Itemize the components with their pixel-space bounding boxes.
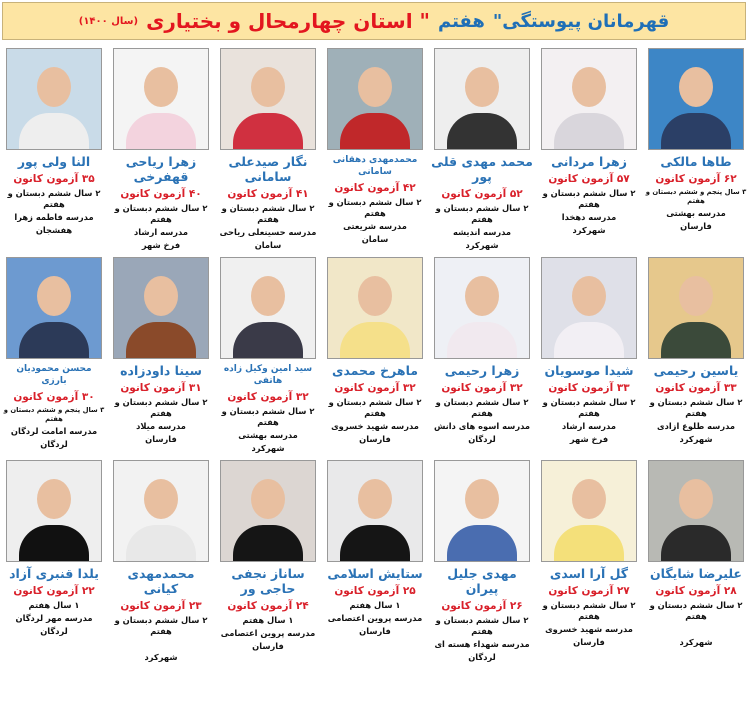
- photo-figure-face: [679, 276, 713, 316]
- student-photo: [648, 257, 744, 359]
- photo-figure-body: [19, 113, 89, 150]
- student-city: هفشجان: [35, 225, 73, 235]
- photo-figure-face: [251, 67, 285, 107]
- student-school: مدرسه ارشاد: [562, 421, 616, 431]
- student-name: زهرا رحیمی: [444, 363, 520, 378]
- student-name: محمدمهدی دهقانی سامانی: [332, 155, 418, 177]
- student-school: مدرسه ارشاد: [134, 227, 188, 237]
- student-school: مدرسه میلاد: [136, 421, 186, 431]
- student-school: مدرسه پروین اعتصامی: [327, 613, 423, 623]
- student-school: مدرسه بهشتی: [238, 430, 298, 440]
- student-city: فارسان: [359, 626, 391, 636]
- photo-figure-body: [447, 113, 517, 150]
- title-year: (سال ۱۴۰۰): [78, 15, 139, 27]
- student-city: فارسان: [145, 434, 177, 444]
- student-card: [429, 255, 536, 454]
- student-photo: [541, 48, 637, 150]
- photo-figure-face: [37, 479, 71, 519]
- photo-figure-body: [126, 322, 196, 359]
- student-years: ۳ سال پنجم و ششم دبستان و هفتم: [3, 406, 105, 423]
- student-card: [536, 46, 643, 251]
- student-photo: [648, 460, 744, 562]
- student-score: ۳۳ آزمون کانون: [548, 382, 630, 394]
- student-name: ماهرخ محمدی: [331, 363, 419, 378]
- student-city: شهرکرد: [679, 637, 713, 647]
- student-score: ۳۵ آزمون کانون: [13, 173, 95, 185]
- student-score: ۴۰ آزمون کانون: [120, 188, 202, 200]
- photo-figure-body: [340, 113, 410, 150]
- photo-figure-face: [358, 479, 392, 519]
- photo-figure-face: [251, 479, 285, 519]
- student-name: محمد مهدی قلی پور: [431, 154, 533, 184]
- student-years: ۲ سال ششم دبستان و هفتم: [542, 188, 636, 209]
- student-name: یلدا قنبری آزاد: [9, 566, 99, 581]
- student-photo: [541, 257, 637, 359]
- photo-figure-face: [465, 276, 499, 316]
- title-province: " استان چهارمحال و بختیاری: [146, 9, 430, 33]
- photo-figure-face: [144, 276, 178, 316]
- student-years: ۲ سال ششم دبستان و هفتم: [435, 615, 529, 636]
- student-card: [215, 458, 322, 663]
- student-score: ۲۷ آزمون کانون: [548, 585, 630, 597]
- student-name: گل آرا اسدی: [549, 566, 629, 581]
- student-card: [429, 458, 536, 663]
- student-city: سامان: [361, 234, 389, 244]
- photo-figure-body: [126, 113, 196, 150]
- student-school: مدرسه طلوع ازادی: [656, 421, 736, 431]
- student-score: ۲۶ آزمون کانون: [441, 600, 523, 612]
- student-years: ۲ سال ششم دبستان و هفتم: [328, 397, 422, 418]
- photo-figure-body: [233, 322, 303, 359]
- student-name: طاها مالکی: [660, 154, 732, 169]
- student-years: ۳ سال پنجم و ششم دبستان و هفتم: [645, 188, 747, 205]
- photo-figure-body: [661, 113, 731, 150]
- photo-figure-face: [358, 67, 392, 107]
- student-years: ۲ سال ششم دبستان و هفتم: [221, 203, 315, 224]
- photo-figure-face: [358, 276, 392, 316]
- student-city: فارسان: [359, 434, 391, 444]
- photo-figure-body: [126, 525, 196, 562]
- student-school: مدرسه شهید خسروی: [545, 624, 633, 634]
- photo-figure-face: [465, 67, 499, 107]
- student-years: ۲ سال ششم دبستان و هفتم: [649, 600, 743, 621]
- student-years: ۲ سال ششم دبستان و هفتم: [114, 615, 208, 636]
- student-name: شیدا موسویان: [544, 363, 634, 378]
- student-score: ۵۷ آزمون کانون: [548, 173, 630, 185]
- student-city: شهرکرد: [251, 443, 285, 453]
- student-card: [536, 458, 643, 663]
- student-card: [429, 46, 536, 251]
- title-champions: قهرمانان پیوستگی": [492, 10, 670, 32]
- photo-figure-face: [572, 67, 606, 107]
- student-photo: [648, 48, 744, 150]
- student-photo: [541, 460, 637, 562]
- student-card: [322, 458, 429, 663]
- student-city: لردگان: [468, 652, 496, 662]
- student-school: مدرسه اسوه های دانش: [433, 421, 531, 431]
- photo-figure-body: [19, 525, 89, 562]
- student-score: ۳۲ آزمون کانون: [334, 382, 416, 394]
- student-years: ۱ سال هفتم: [242, 615, 294, 625]
- student-photo: [434, 48, 530, 150]
- photo-figure-body: [447, 322, 517, 359]
- student-card: [108, 458, 215, 663]
- student-name: ساناز نجفی حاجی ور: [231, 566, 305, 596]
- student-photo: [327, 257, 423, 359]
- student-city: فارسان: [573, 637, 605, 647]
- student-city: لردگان: [468, 434, 496, 444]
- student-school: مدرسه بهشتی: [666, 208, 726, 218]
- photo-figure-face: [679, 67, 713, 107]
- photo-figure-body: [554, 525, 624, 562]
- student-city: لردگان: [40, 439, 68, 449]
- student-years: ۲ سال ششم دبستان و هفتم: [542, 600, 636, 621]
- student-score: ۲۵ آزمون کانون: [334, 585, 416, 597]
- student-card: [1, 255, 108, 454]
- student-name: زهرا ریاحی قهفرخی: [125, 154, 197, 184]
- student-photo: [6, 257, 102, 359]
- student-card: [536, 255, 643, 454]
- student-name: سینا داودزاده: [120, 363, 202, 378]
- student-name: محسن محمودیان بارزی: [16, 364, 92, 386]
- student-school: مدرسه مهر لردگان: [15, 613, 93, 623]
- student-photo: [220, 257, 316, 359]
- student-school: مدرسه شهداء هسته ای: [434, 639, 530, 649]
- student-card: [322, 46, 429, 251]
- student-school: مدرسه شریعتی: [343, 221, 407, 231]
- student-score: ۲۳ آزمون کانون: [120, 600, 202, 612]
- photo-figure-body: [19, 322, 89, 359]
- student-school: مدرسه فاطمه زهرا: [14, 212, 94, 222]
- student-school: مدرسه اندیشه: [452, 227, 512, 237]
- student-years: ۲ سال ششم دبستان و هفتم: [542, 397, 636, 418]
- student-name: یاسین رحیمی: [653, 363, 739, 378]
- student-score: ۶۲ آزمون کانون: [655, 173, 737, 185]
- student-city: سامان: [254, 240, 282, 250]
- student-score: ۲۸ آزمون کانون: [655, 585, 737, 597]
- photo-figure-face: [37, 67, 71, 107]
- student-photo: [6, 460, 102, 562]
- photo-figure-face: [572, 276, 606, 316]
- photo-figure-face: [251, 276, 285, 316]
- student-name: نگار صیدعلی سامانی: [228, 154, 308, 184]
- student-photo: [220, 48, 316, 150]
- student-score: ۳۳ آزمون کانون: [655, 382, 737, 394]
- photo-figure-body: [447, 525, 517, 562]
- student-years: ۲ سال ششم دبستان و هفتم: [114, 397, 208, 418]
- student-school: مدرسه شهید خسروی: [331, 421, 419, 431]
- student-school: مدرسه حسینعلی ریاحی: [219, 227, 317, 237]
- student-photo: [327, 48, 423, 150]
- student-name: النا ولی پور: [17, 154, 91, 169]
- student-card: [643, 255, 750, 454]
- photo-figure-body: [233, 113, 303, 150]
- photo-figure-body: [340, 525, 410, 562]
- student-school: مدرسه پروین اعتصامی: [220, 628, 316, 638]
- student-card: [322, 255, 429, 454]
- student-score: ۵۲ آزمون کانون: [441, 188, 523, 200]
- student-score: ۲۴ آزمون کانون: [227, 600, 309, 612]
- photo-figure-body: [661, 322, 731, 359]
- student-card: [1, 46, 108, 251]
- student-city: شهرکرد: [572, 225, 606, 235]
- student-years: ۲ سال ششم دبستان و هفتم: [7, 188, 101, 209]
- student-photo: [113, 257, 209, 359]
- student-card: [215, 46, 322, 251]
- student-score: ۳۲ آزمون کانون: [227, 391, 309, 403]
- student-card: [108, 255, 215, 454]
- students-grid: [0, 46, 750, 663]
- poster-title: [2, 2, 746, 40]
- student-card: [108, 46, 215, 251]
- student-years: ۱ سال هفتم: [28, 600, 80, 610]
- student-photo: [113, 48, 209, 150]
- student-school: مدرسه دهخدا: [561, 212, 617, 222]
- student-city: فرخ شهر: [141, 240, 181, 250]
- student-photo: [327, 460, 423, 562]
- photo-figure-face: [37, 276, 71, 316]
- student-score: ۴۲ آزمون کانون: [334, 182, 416, 194]
- student-city: فارسان: [680, 221, 712, 231]
- photo-figure-body: [554, 322, 624, 359]
- student-card: [1, 458, 108, 663]
- student-city: فرخ شهر: [569, 434, 609, 444]
- student-photo: [113, 460, 209, 562]
- student-score: ۳۰ آزمون کانون: [13, 391, 95, 403]
- photo-figure-body: [233, 525, 303, 562]
- student-years: ۲ سال ششم دبستان و هفتم: [328, 197, 422, 218]
- student-years: ۲ سال ششم دبستان و هفتم: [649, 397, 743, 418]
- student-score: ۳۱ آزمون کانون: [120, 382, 202, 394]
- student-name: علیرضا شایگان: [650, 566, 742, 581]
- photo-figure-body: [661, 525, 731, 562]
- photo-figure-body: [554, 113, 624, 150]
- student-years: ۱ سال هفتم: [349, 600, 401, 610]
- student-name: زهرا مردانی: [551, 154, 627, 169]
- student-city: شهرکرد: [144, 652, 178, 662]
- photo-figure-face: [144, 67, 178, 107]
- student-school: مدرسه امامت لردگان: [10, 426, 98, 436]
- student-card: [643, 458, 750, 663]
- student-years: ۲ سال ششم دبستان و هفتم: [435, 397, 529, 418]
- student-card: [643, 46, 750, 251]
- student-photo: [6, 48, 102, 150]
- photo-figure-face: [572, 479, 606, 519]
- student-score: ۴۱ آزمون کانون: [227, 188, 309, 200]
- student-city: فارسان: [252, 641, 284, 651]
- student-name: ستایش اسلامی: [327, 566, 423, 581]
- student-name: محمدمهدی کیانی: [127, 566, 195, 596]
- student-photo: [220, 460, 316, 562]
- student-card: [215, 255, 322, 454]
- title-grade: هفتم: [437, 10, 485, 32]
- student-years: ۲ سال ششم دبستان و هفتم: [114, 203, 208, 224]
- student-score: ۲۲ آزمون کانون: [13, 585, 95, 597]
- student-city: شهرکرد: [465, 240, 499, 250]
- student-name: سید امین وکیل زاده هاتفی: [223, 364, 313, 386]
- student-score: ۳۲ آزمون کانون: [441, 382, 523, 394]
- student-photo: [434, 460, 530, 562]
- student-city: شهرکرد: [679, 434, 713, 444]
- student-years: ۲ سال ششم دبستان و هفتم: [435, 203, 529, 224]
- student-years: ۲ سال ششم دبستان و هفتم: [221, 406, 315, 427]
- photo-figure-face: [679, 479, 713, 519]
- photo-figure-face: [465, 479, 499, 519]
- student-photo: [434, 257, 530, 359]
- student-name: مهدی جلیل پیران: [447, 566, 517, 596]
- photo-figure-body: [340, 322, 410, 359]
- photo-figure-face: [144, 479, 178, 519]
- student-city: لردگان: [40, 626, 68, 636]
